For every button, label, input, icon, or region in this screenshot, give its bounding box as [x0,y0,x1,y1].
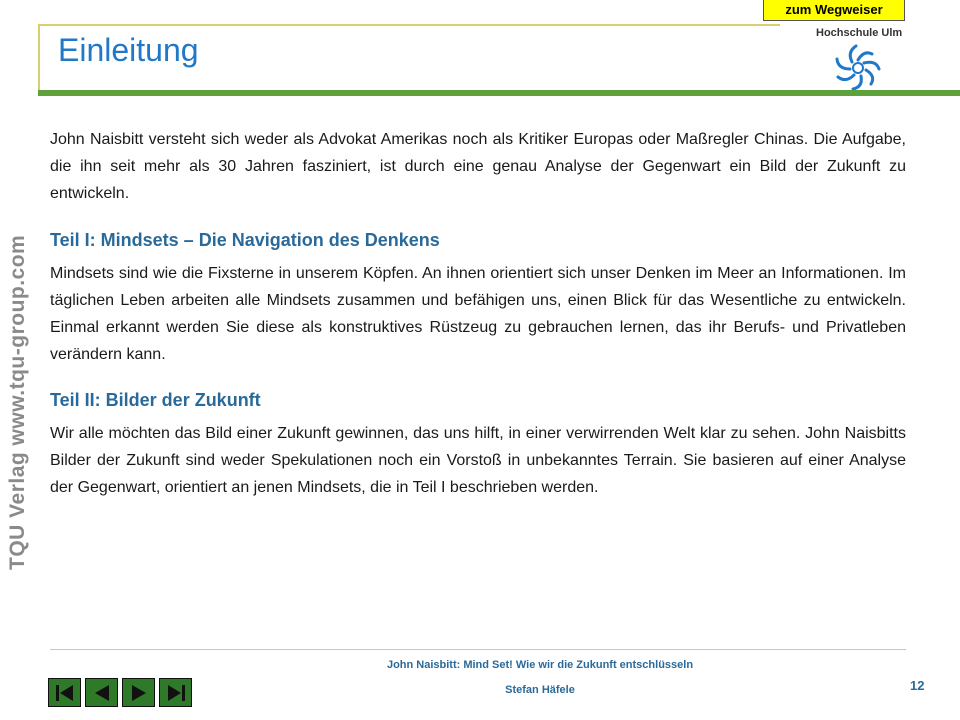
footer-divider [50,649,906,650]
footer-book-title: John Naisbitt: Mind Set! Wie wir die Zukunft entschlüsseln [386,659,694,671]
page-number: 12 [910,678,925,693]
slide-navigation [48,678,192,707]
section-1-heading: Teil I: Mindsets – Die Navigation des Denkens [50,230,440,250]
header-accent-line [38,24,780,26]
first-page-button[interactable] [48,678,81,707]
header-divider [38,90,960,96]
next-page-icon [127,682,151,704]
hochschule-logo-icon [833,43,883,93]
intro-paragraph: John Naisbitt versteht sich weder als Advokat Amerikas noch als Kritiker Europas oder Maßregler Chinas. Die Aufgabe, die ihn seit mehr als 30 Jahren fasziniert, ist durch eine genau Analyse der Gegenwart ein Bild der Zukunft zu entwickeln. [50,131,906,202]
section-2-paragraph: Wir alle möchten das Bild einer Zukunft gewinnen, das uns hilft, in einer verwirrenden Welt klar zu sehen. John Naisbitts Bilder der Zukunft sind weder Spekulationen noch ein Vorstoß in unbekanntes Terrain. Sie basieren auf einer Analyse der Gegenwart, orientiert an jenen Mindsets, die in Teil I beschrieben werden. [50,425,906,496]
last-page-button[interactable] [159,678,192,707]
main-content [50,126,906,501]
footer-author: Stefan Häfele [505,684,575,696]
section-1-paragraph: Mindsets sind wie die Fixsterne in unserem Köpfen. An ihnen orientiert sich unser Denken im Meer an Informationen. Im täglichen Leben arbeiten alle Mindsets zusammen und befähigen uns, einen Blick für das Wesentliche zu entwickeln. Einmal erkannt werden Sie diese als konstruktives Rüstzeug zu gebrauchen lernen, das ihr Berufs- und Privatleben verändern kann. [50,265,906,363]
sidebar-publisher-text: TQU Verlag www.tqu-group.com [6,234,29,570]
previous-page-button[interactable] [85,678,118,707]
next-page-button[interactable] [122,678,155,707]
last-page-icon [164,682,188,704]
first-page-icon [53,682,77,704]
section-2-heading: Teil II: Bilder der Zukunft [50,390,261,410]
wegweiser-button[interactable]: zum Wegweiser [763,0,905,21]
previous-page-icon [90,682,114,704]
page-title: Einleitung [58,32,199,68]
logo-text: Hochschule Ulm [816,27,903,39]
header-accent-vertical [38,24,40,90]
